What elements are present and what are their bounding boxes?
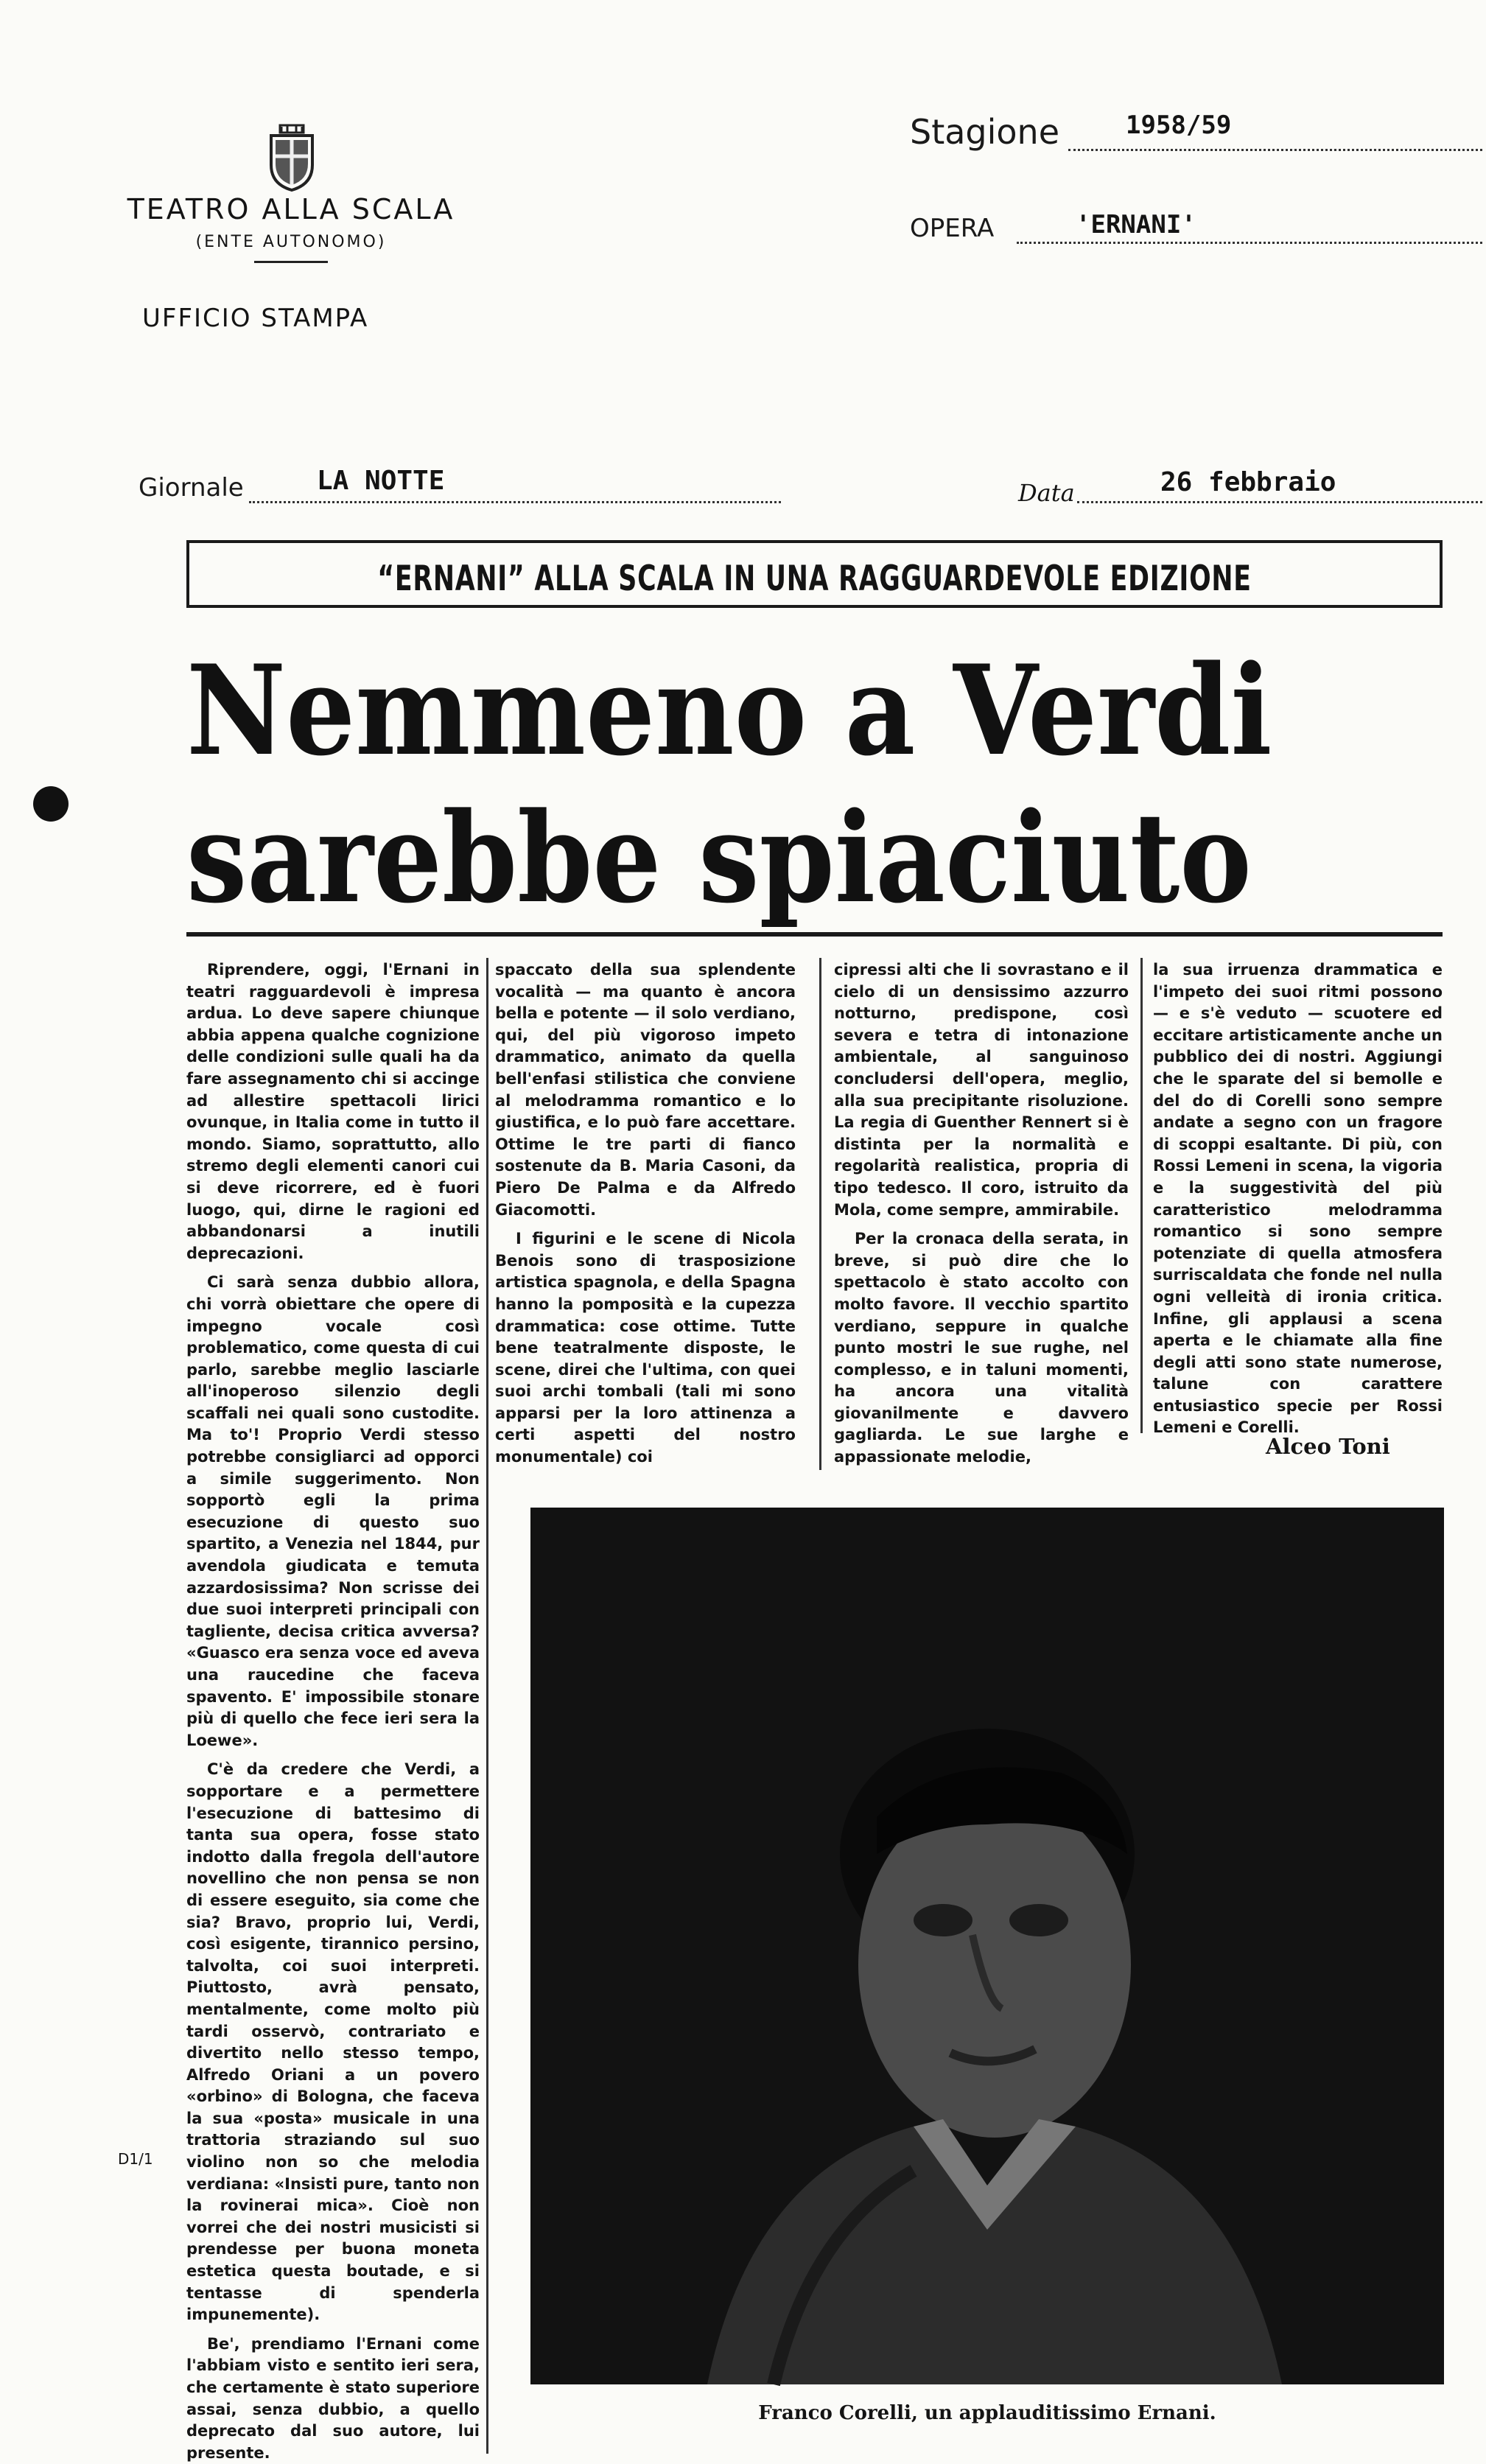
letterhead-divider — [254, 261, 328, 263]
headline-rule — [186, 932, 1443, 937]
column-rule — [1140, 958, 1143, 1433]
article-column-2 — [495, 959, 796, 1468]
column-rule — [819, 958, 821, 1470]
article-byline: Alceo Toni — [1266, 1434, 1390, 1459]
headline-line-1: Nemmeno a Verdi — [186, 637, 1272, 783]
photo-caption: Franco Corelli, un applauditissimo Ernani. — [758, 2402, 1216, 2424]
margin-code: D1/1 — [118, 2150, 153, 2168]
paragraph: Per la cronaca della serata, in breve, si può dire che lo spettacolo è stato accolto con molto favore. Il vecchio spartito verdiano, seppure in qualche punto mostri le sue rughe, nel complesso, e in taluni momenti, ha ancora una vitalità giovanilmente e davvero gagliarda. Le sue larghe e appassionate melodie, — [834, 1230, 1129, 1466]
paragraph: spaccato della sua splendente vocalità — ma quanto è ancora bella e potente — il solo verdiano, qui, del più vigoroso impeto drammatico, animato da quella bell'enfasi stilistica che conviene al melodramma romantico e lo giustifica, e lo può fare accettare. Ottime le tre parti di fianco sostenute da B. Maria Casoni, da Piero De Palma e da Alfredo Giacomotti. — [495, 961, 796, 1219]
theatre-crest-icon — [265, 124, 318, 192]
paragraph: la sua irruenza drammatica e l'impeto dei suoi ritmi possono — e s'è veduto — scuotere ed eccitare artisticamente anche un pubblico dei di nostri. Aggiungi che le sparate del si bemolle e del do di Corelli sono sempre andate a segno con un fragore di scoppi esaltante. Di più, con Rossi Lemeni in scena, la vigoria e la suggestività del più caratteristico melodramma romantico si sono sempre potenziate di quella atmosfera surriscaldata che fonde nel nulla ogni velleità di ironia critica. Infine, gli applausi a scena aperta e le chiamate alla fine degli atti sono state numerose, talune con carattere entusiastico specie per Rossi Lemeni e Corelli. — [1153, 961, 1443, 1437]
newspaper-value: LA NOTTE — [317, 466, 445, 496]
season-label: Stagione — [910, 112, 1060, 152]
article-column-4 — [1153, 959, 1443, 1437]
article-column-3 — [834, 959, 1129, 1468]
paragraph: cipressi alti che li sovrastano e il cielo di un densissimo azzurro notturno, predispone, così severa e tetra di intonazione ambientale, al sanguinoso concludersi dell'opera, meglio, alla sua precipitante risoluzione. La regia di Guenther Rennert si è distinta per la normalità e regolarità realistica, propria di tipo tedesco. Il coro, istruito da Mola, come sempre, ammirabile. — [834, 961, 1129, 1219]
paragraph: Ci sarà senza dubbio allora, chi vorrà obiettare che opere di impegno vocale così problematico, come questa di cui parlo, sarebbe meglio lasciarle all'inoperoso silenzio degli scaffali nei quali sono custodite. Ma to'! Proprio Verdi stesso potrebbe consigliarci ad opporci a simile suggerimento. Non sopportò egli la prima esecuzione di questo suo spartito, a Venezia nel 1844, pur avendola giudicata e temuta azzardosissima? Non scrisse dei due suoi interpreti principali con tagliente, decisa critica avversa? «Guasco era senza voce ed aveva una raucedine che faceva spavento. E' impossibile stonare più di quello che fece ieri sera la Loewe». — [186, 1273, 480, 1749]
singer-portrait-photo — [530, 1508, 1444, 2384]
theatre-name: TEATRO ALLA SCALA — [127, 193, 455, 225]
date-label: Data — [1018, 479, 1075, 507]
paragraph: I figurini e le scene di Nicola Benois sono di trasposizione artistica spagnola, e della Spagna hanno la pomposità e la cupezza drammatica: cose ottime. Tutte bene teatralmente disposte, le scene, direi che l'ultima, con quei suoi archi tombali (tali mi sono apparsi per la loro attinenza a certi aspetti del nostro monumentale) coi — [495, 1230, 796, 1466]
theatre-subtitle: (ENTE AUTONOMO) — [195, 233, 387, 251]
press-office-label: UFFICIO STAMPA — [142, 304, 369, 333]
paragraph: Riprendere, oggi, l'Ernani in teatri ragguardevoli è impresa ardua. Lo deve sapere chiunque abbia appena qualche cognizione delle condizioni sulle quali ha da fare assegnamento chi si accinge ad allestire spettacoli lirici ovunque, in Italia come in tutto il mondo. Siamo, soprattutto, allo stremo degli elementi canori cui si deve ricorrere, ed è fuori luogo, qui, dirne le ragioni ed abbandonarsi a inutili deprecazioni. — [186, 961, 480, 1262]
paragraph: Be', prendiamo l'Ernani come l'abbiam visto e sentito ieri sera, che certamente è stato superiore assai, senza dubbio, a quello deprecato dal suo autore, lui presente. — [186, 2334, 480, 2462]
article-column-1 — [186, 959, 480, 2462]
opera-value: 'ERNANI' — [1076, 210, 1196, 239]
punch-hole — [33, 786, 69, 822]
date-value: 26 febbraio — [1160, 467, 1336, 497]
paragraph: C'è da credere che Verdi, a sopportare e a permettere l'esecuzione di battesimo di tanta sua opera, fosse stato indotto dalla fregola dell'autore novellino che non pensa se non di essere eseguito, sia come che sia? Bravo, proprio lui, Verdi, così esigente, tirannico persino, talvolta, coi suoi interpreti. Piuttosto, avrà pensato, mentalmente, come molto più tardi osservò, contrariato e divertito nello stesso tempo, Alfredo Oriani a un povero «orbino» di Bologna, che faceva la sua «posta» musicale in una trattoria straziando sul suo violino non so che melodia verdiana: «Insisti pure, tanto non la rovinerai mica». Cioè non vorrei che dei nostri musicisti si prendesse per buona moneta estetica questa boutade, e si tentasse di spenderla impunemente). — [186, 1760, 480, 2324]
season-value: 1958/59 — [1126, 111, 1232, 140]
article-kicker: “ERNANI” ALLA SCALA IN UNA RAGGUARDEVOLE EDIZIONE — [377, 559, 1252, 599]
newspaper-label: Giornale — [139, 473, 244, 503]
headline-line-2: sarebbe spiaciuto — [186, 785, 1252, 931]
column-rule — [486, 958, 488, 2454]
opera-label: OPERA — [910, 214, 995, 243]
